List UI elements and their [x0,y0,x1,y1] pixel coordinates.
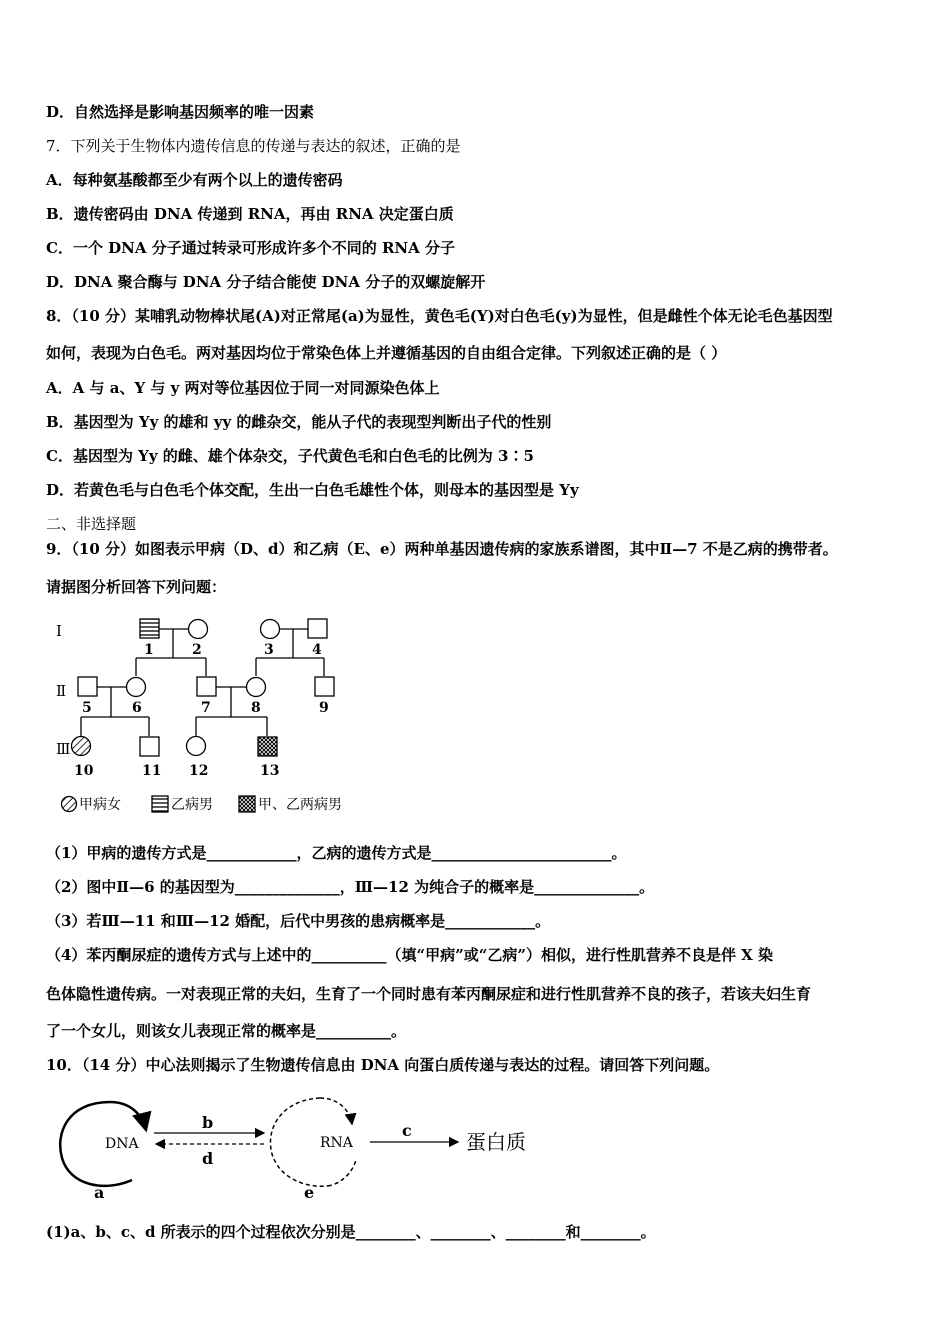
q10-stem: 10．（14 分）中心法则揭示了生物遗传信息由 DNA 向蛋白质传递与表达的过程。请回答下列问题。 [46,1056,720,1074]
label-6: 6 [132,700,142,716]
q9-sub1: （1）甲病的遗传方式是____________，乙病的遗传方式是________________________。 [46,844,627,862]
process-a-label: a [94,1183,105,1202]
q7-option-c: C．一个 DNA 分子通过转录可形成许多个不同的 RNA 分子 [46,239,456,257]
process-c-label: c [402,1121,412,1140]
individual-7-male [197,677,216,696]
q9-sub4-line1: （4）苯丙酮尿症的遗传方式与上述中的__________（填“甲病”或“乙病”）相似，进行性肌营养不良是伴 X 染 [46,946,774,964]
individual-3-female [261,620,280,639]
label-5: 5 [82,700,92,716]
label-2: 2 [192,642,202,658]
q8-option-b: B．基因型为 Yy 的雄和 yy 的雌杂交，能从子代的表现型判断出子代的性别 [46,413,552,431]
individual-2-female [189,620,208,639]
individual-9-male [315,677,334,696]
q9-sub4-line2: 色体隐性遗传病。一对表现正常的夫妇，生育了一个同时患有苯丙酮尿症和进行性肌营养不良的孩子，若该夫妇生育 [46,985,812,1003]
legend-c: 甲、乙两病男 [258,797,342,813]
legend-affected-female-icon [62,797,77,812]
label-1: 1 [144,642,154,658]
q8-option-d: D．若黄色毛与白色毛个体交配，生出一白色毛雄性个体，则母本的基因型是 Yy [46,481,579,499]
q7-option-d: D．DNA 聚合酶与 DNA 分子结合能使 DNA 分子的双螺旋解开 [46,273,486,291]
legend-both-affected-male-icon [239,796,255,812]
gen-label-1: Ⅰ [56,622,62,640]
q9-stem-line1: 9．（10 分）如图表示甲病（D、d）和乙病（E、e）两种单基因遗传病的家族系谱图，其中Ⅱ—7 不是乙病的携带者。 [46,540,838,558]
individual-10-affected-female [72,737,91,756]
individual-12-female [187,737,206,756]
q7-stem: 7．下列关于生物体内遗传信息的传递与表达的叙述，正确的是 [46,137,461,155]
legend-a: 甲病女 [79,797,121,813]
dna-label: DNA [105,1136,139,1152]
q7-option-a: A．每种氨基酸都至少有两个以上的遗传密码 [46,171,343,189]
legend-b: 乙病男 [171,797,213,813]
individual-13-both-affected-male [258,737,277,756]
individual-1-affected-male [140,619,159,638]
individual-5-male [78,677,97,696]
q10-sub1: (1)a、b、c、d 所表示的四个过程依次分别是________、________、________和________。 [46,1223,656,1241]
gen-label-3: Ⅲ [56,740,71,758]
q9-stem-line2: 请据图分析回答下列问题： [46,578,227,596]
label-4: 4 [312,642,322,658]
process-b-label: b [202,1113,214,1132]
gen-label-2: Ⅱ [56,682,67,700]
individual-8-female [247,678,266,697]
label-13: 13 [260,763,280,779]
label-12: 12 [189,763,209,779]
q6-option-d: D．自然选择是影响基因频率的唯一因素 [46,103,315,121]
label-10: 10 [74,763,94,779]
section-title: 二、非选择题 [46,515,137,533]
q8-stem-line1: 8．（10 分）某哺乳动物棒状尾(A)对正常尾(a)为显性，黄色毛(Y)对白色毛(y)为显性，但是雌性个体无论毛色基因型 [46,307,833,325]
q7-option-b: B．遗传密码由 DNA 传递到 RNA，再由 RNA 决定蛋白质 [46,205,454,223]
q8-option-c: C．基因型为 Yy 的雌、雄个体杂交，子代黄色毛和白色毛的比例为 3∶5 [46,447,534,465]
label-11: 11 [142,763,162,779]
label-3: 3 [264,642,274,658]
protein-label: 蛋白质 [466,1130,526,1154]
q8-option-a: A．A 与 a、Y 与 y 两对等位基因位于同一对同源染色体上 [46,379,440,397]
process-e-label: e [304,1183,315,1202]
q8-stem-line2: 如何，表现为白色毛。两对基因均位于常染色体上并遵循基因的自由组合定律。下列叙述正确的是（ ） [46,344,727,362]
individual-4-male [308,619,327,638]
rna-label: RNA [320,1135,353,1151]
q9-sub3: （3）若Ⅲ—11 和Ⅲ—12 婚配，后代中男孩的患病概率是____________。 [46,912,551,930]
label-9: 9 [319,700,329,716]
label-7: 7 [201,700,211,716]
individual-11-male [140,737,159,756]
q9-sub4-line3: 了一个女儿，则该女儿表现正常的概率是__________。 [46,1022,407,1040]
legend-affected-male-icon [152,796,168,812]
central-dogma-diagram [50,1088,560,1208]
individual-6-female [127,678,146,697]
q9-sub2: （2）图中Ⅱ—6 的基因型为______________，Ⅲ—12 为纯合子的概率是______________。 [46,878,655,896]
process-d-label: d [202,1149,214,1168]
pedigree-chart [48,610,368,820]
label-8: 8 [251,700,261,716]
